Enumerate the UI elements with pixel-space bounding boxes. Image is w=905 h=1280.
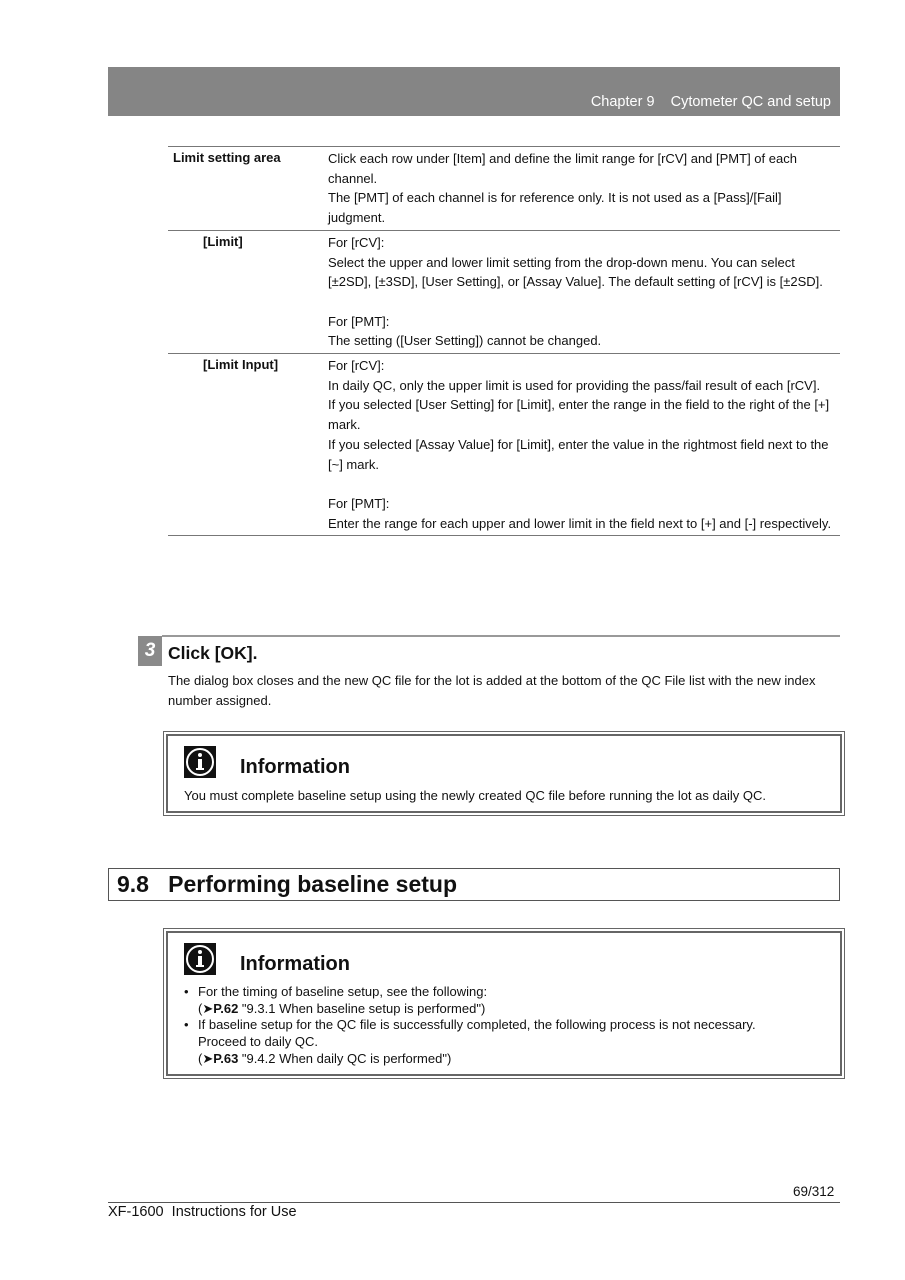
row-text: If you selected [User Setting] for [Limit], enter the range in the field to the right of the [+] mark. — [328, 397, 830, 433]
row-label: Limit setting area — [173, 150, 281, 165]
row-description — [328, 356, 840, 535]
row-text: Enter the range for each upper and lower limit in the field next to [+] and [-] respectively. — [328, 515, 832, 531]
page-number: 69/312 — [793, 1184, 835, 1199]
info-text: You must complete baseline setup using the newly created QC file before running the lot as daily QC. — [184, 788, 766, 803]
document-title: XF-1600 Instructions for Use — [108, 1204, 297, 1220]
step-number: 3 — [138, 636, 162, 666]
row-text: For [PMT]: — [328, 495, 390, 511]
ref-prefix: (➤ — [198, 1050, 214, 1066]
row-text: For [PMT]: — [328, 313, 390, 329]
section-number: 9.8 — [117, 871, 149, 897]
row-text: If you selected [Assay Value] for [Limit], enter the value in the rightmost field next to the [~] mark. — [328, 436, 829, 472]
footer-divider — [108, 1202, 840, 1203]
row-label: [Limit] — [203, 233, 243, 249]
table-row — [168, 230, 840, 353]
list-item — [184, 1017, 756, 1067]
row-text: In daily QC, only the upper limit is used for providing the pass/fail result of each [rCV]. — [328, 377, 821, 393]
information-box — [166, 734, 842, 813]
info-list — [184, 984, 756, 1068]
limit-settings-table — [168, 146, 840, 536]
row-text: Select the upper and lower limit setting from the drop-down menu. You can select [±2SD], [±3SD], [User Setting], or [Assay Value]. The default setting of [rCV] is [±2SD]. — [328, 254, 823, 290]
info-title: Information — [240, 756, 350, 778]
section-heading-box — [108, 868, 840, 901]
row-description — [328, 149, 840, 230]
cross-reference[interactable] — [198, 1051, 756, 1068]
chapter-header-text: Chapter 9 Cytometer QC and setup — [590, 94, 831, 110]
row-text: The setting ([User Setting]) cannot be changed. — [328, 333, 602, 349]
ref-page-link[interactable]: P.62 — [213, 1000, 239, 1016]
step-divider — [162, 635, 840, 637]
table-row — [168, 353, 840, 536]
ref-text: "9.4.2 When daily QC is performed") — [238, 1050, 452, 1066]
ref-text: "9.3.1 When baseline setup is performed") — [238, 1000, 486, 1016]
section-title: Performing baseline setup — [168, 871, 458, 897]
step-description: The dialog box closes and the new QC file for the lot is added at the bottom of the QC File list with the new index number assigned. — [168, 673, 816, 708]
list-item-text: If baseline setup for the QC file is successfully completed, the following process is not necessary. — [198, 1017, 756, 1033]
ref-prefix: (➤ — [198, 1000, 214, 1016]
row-label: [Limit Input] — [203, 357, 279, 373]
information-box — [166, 931, 842, 1076]
table-row — [168, 146, 840, 230]
row-text: For [rCV]: — [328, 358, 385, 374]
row-text: Click each row under [Item] and define the limit range for [rCV] and [PMT] of each channel. — [328, 151, 797, 186]
list-item-text: For the timing of baseline setup, see the following: — [198, 984, 488, 999]
ref-page-link[interactable]: P.63 — [213, 1050, 239, 1066]
info-icon — [184, 746, 216, 778]
section-heading — [117, 871, 457, 898]
step-title: Click [OK]. — [168, 643, 258, 663]
info-icon — [184, 943, 216, 975]
cross-reference[interactable] — [198, 1001, 756, 1018]
row-text: The [PMT] of each channel is for reference only. It is not used as a [Pass]/[Fail] judgment. — [328, 190, 782, 226]
list-item-text: Proceed to daily QC. — [198, 1034, 318, 1050]
list-item — [184, 984, 756, 1017]
info-title: Information — [240, 953, 350, 975]
chapter-header-bar — [108, 67, 840, 116]
row-text: For [rCV]: — [328, 234, 385, 250]
row-description — [328, 233, 840, 353]
